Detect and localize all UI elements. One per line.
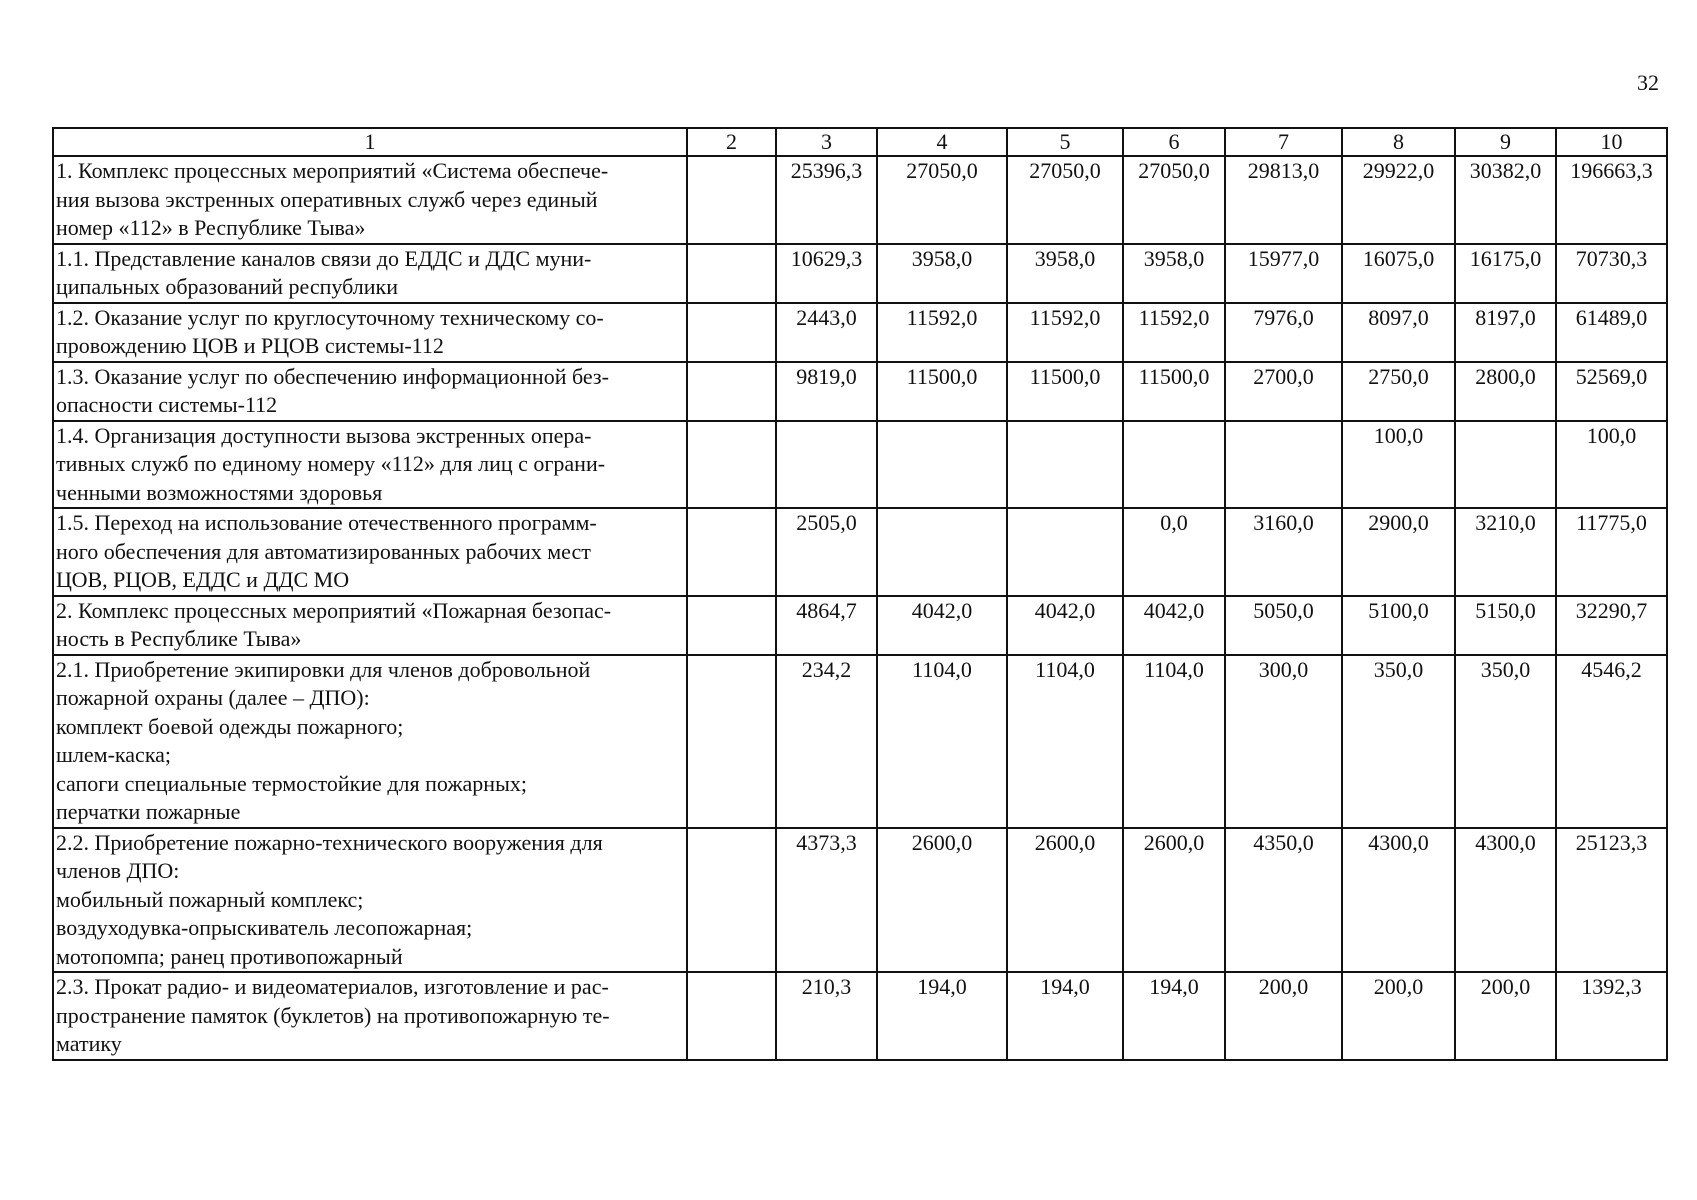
value-cell: 2700,0 — [1225, 362, 1342, 421]
row-name-line: 1.1. Представление каналов связи до ЕДДС и ДДС муни- — [56, 245, 592, 271]
value-cell: 2443,0 — [776, 303, 877, 362]
value-cell: 27050,0 — [877, 156, 1007, 244]
table-row — [53, 828, 1667, 973]
column-header: 5 — [1007, 128, 1123, 156]
value-cell: 27050,0 — [1007, 156, 1123, 244]
value-cell: 70730,3 — [1556, 244, 1667, 303]
row-name-line: комплект боевой одежды пожарного; — [56, 713, 404, 739]
column-header: 6 — [1123, 128, 1225, 156]
column-header: 1 — [53, 128, 687, 156]
value-cell: 2600,0 — [877, 828, 1007, 973]
value-cell: 196663,3 — [1556, 156, 1667, 244]
value-cell — [1007, 421, 1123, 509]
value-cell: 10629,3 — [776, 244, 877, 303]
value-cell: 2505,0 — [776, 508, 877, 596]
row-name-cell — [53, 596, 687, 655]
value-cell — [687, 303, 776, 362]
row-name-cell — [53, 508, 687, 596]
row-name-line: номер «112» в Республике Тыва» — [56, 215, 366, 240]
column-header: 4 — [877, 128, 1007, 156]
value-cell: 9819,0 — [776, 362, 877, 421]
value-cell: 11592,0 — [1007, 303, 1123, 362]
value-cell: 4300,0 — [1455, 828, 1556, 973]
value-cell — [687, 421, 776, 509]
value-cell — [1007, 508, 1123, 596]
value-cell: 200,0 — [1342, 972, 1455, 1060]
value-cell — [877, 421, 1007, 509]
value-cell: 4300,0 — [1342, 828, 1455, 973]
row-name-cell — [53, 156, 687, 244]
value-cell: 350,0 — [1455, 655, 1556, 828]
row-name-line: 1.2. Оказание услуг по круглосуточному техническому со- — [56, 304, 604, 330]
value-cell: 27050,0 — [1123, 156, 1225, 244]
value-cell — [687, 244, 776, 303]
table-row — [53, 156, 1667, 244]
table-header — [53, 128, 1667, 156]
value-cell: 61489,0 — [1556, 303, 1667, 362]
value-cell: 11775,0 — [1556, 508, 1667, 596]
row-name-line: 1. Комплекс процессных мероприятий «Система обеспече- — [56, 158, 609, 183]
value-cell: 350,0 — [1342, 655, 1455, 828]
value-cell: 8097,0 — [1342, 303, 1455, 362]
table-row — [53, 596, 1667, 655]
value-cell: 2800,0 — [1455, 362, 1556, 421]
row-name-line: матику — [56, 1031, 122, 1056]
value-cell — [687, 655, 776, 828]
value-cell: 2900,0 — [1342, 508, 1455, 596]
column-header: 2 — [687, 128, 776, 156]
value-cell: 5050,0 — [1225, 596, 1342, 655]
value-cell: 200,0 — [1455, 972, 1556, 1060]
row-name-line: ципальных образований республики — [56, 274, 398, 299]
row-name-line: опасности системы-112 — [56, 392, 278, 417]
row-name-cell — [53, 421, 687, 509]
value-cell: 16175,0 — [1455, 244, 1556, 303]
value-cell: 4373,3 — [776, 828, 877, 973]
value-cell: 2600,0 — [1007, 828, 1123, 973]
row-name-line: ность в Республике Тыва» — [56, 626, 302, 651]
row-name-cell — [53, 972, 687, 1060]
table-row — [53, 508, 1667, 596]
table-row — [53, 303, 1667, 362]
value-cell: 11500,0 — [877, 362, 1007, 421]
row-name-line: мобильный пожарный комплекс; — [56, 886, 364, 912]
value-cell: 3958,0 — [1123, 244, 1225, 303]
value-cell: 1104,0 — [877, 655, 1007, 828]
header-row — [53, 128, 1667, 156]
value-cell: 4546,2 — [1556, 655, 1667, 828]
value-cell: 30382,0 — [1455, 156, 1556, 244]
value-cell: 4350,0 — [1225, 828, 1342, 973]
value-cell — [687, 156, 776, 244]
row-name-line: пространение памяток (буклетов) на противопожарную те- — [56, 1002, 610, 1028]
value-cell: 4042,0 — [877, 596, 1007, 655]
table-body — [53, 156, 1667, 1060]
column-header: 3 — [776, 128, 877, 156]
value-cell — [1123, 421, 1225, 509]
value-cell: 3958,0 — [1007, 244, 1123, 303]
column-header: 7 — [1225, 128, 1342, 156]
row-name-line: ного обеспечения для автоматизированных рабочих мест — [56, 538, 591, 564]
value-cell: 11592,0 — [877, 303, 1007, 362]
value-cell: 4042,0 — [1007, 596, 1123, 655]
value-cell: 52569,0 — [1556, 362, 1667, 421]
table-row — [53, 421, 1667, 509]
row-name-line: 2.3. Прокат радио- и видеоматериалов, изготовление и рас- — [56, 974, 609, 999]
value-cell: 11500,0 — [1007, 362, 1123, 421]
value-cell: 16075,0 — [1342, 244, 1455, 303]
value-cell: 234,2 — [776, 655, 877, 828]
value-cell: 29922,0 — [1342, 156, 1455, 244]
value-cell: 200,0 — [1225, 972, 1342, 1060]
value-cell: 2600,0 — [1123, 828, 1225, 973]
value-cell — [1225, 421, 1342, 509]
row-name-line: ченными возможностями здоровья — [56, 479, 383, 505]
value-cell: 4042,0 — [1123, 596, 1225, 655]
row-name-line: членов ДПО: — [56, 858, 180, 883]
value-cell: 32290,7 — [1556, 596, 1667, 655]
column-header: 8 — [1342, 128, 1455, 156]
value-cell — [877, 508, 1007, 596]
table-row — [53, 655, 1667, 828]
value-cell: 11500,0 — [1123, 362, 1225, 421]
row-name-line: ЦОВ, РЦОВ, ЕДДС и ДДС МО — [56, 567, 350, 592]
row-name-line: тивных служб по единому номеру «112» для лиц с ограни- — [56, 451, 606, 476]
value-cell — [687, 972, 776, 1060]
row-name-line: 2. Комплекс процессных мероприятий «Пожарная безопас- — [56, 597, 612, 623]
value-cell: 1104,0 — [1123, 655, 1225, 828]
row-name-line: пожарной охраны (далее – ДПО): — [56, 685, 370, 710]
value-cell: 3958,0 — [877, 244, 1007, 303]
value-cell: 300,0 — [1225, 655, 1342, 828]
value-cell — [776, 421, 877, 509]
budget-table — [52, 127, 1668, 1061]
column-header: 9 — [1455, 128, 1556, 156]
row-name-cell — [53, 655, 687, 828]
row-name-line: 1.3. Оказание услуг по обеспечению информационной без- — [56, 363, 609, 389]
page-number: 32 — [1637, 70, 1659, 95]
value-cell: 29813,0 — [1225, 156, 1342, 244]
value-cell: 194,0 — [1007, 972, 1123, 1060]
row-name-cell — [53, 828, 687, 973]
value-cell: 8197,0 — [1455, 303, 1556, 362]
value-cell: 100,0 — [1556, 421, 1667, 509]
row-name-line: провождению ЦОВ и РЦОВ системы-112 — [56, 333, 444, 358]
row-name-line: мотопомпа; ранец противопожарный — [56, 943, 403, 969]
row-name-line: перчатки пожарные — [56, 799, 241, 824]
value-cell: 210,3 — [776, 972, 877, 1060]
row-name-line: воздуходувка-опрыскиватель лесопожарная; — [56, 915, 473, 940]
value-cell: 5150,0 — [1455, 596, 1556, 655]
column-header: 10 — [1556, 128, 1667, 156]
row-name-cell — [53, 362, 687, 421]
value-cell: 3160,0 — [1225, 508, 1342, 596]
row-name-line: шлем-каска; — [56, 742, 172, 767]
value-cell: 1104,0 — [1007, 655, 1123, 828]
row-name-line: 2.1. Приобретение экипировки для членов добровольной — [56, 656, 591, 682]
row-name-cell — [53, 303, 687, 362]
value-cell: 7976,0 — [1225, 303, 1342, 362]
row-name-cell — [53, 244, 687, 303]
value-cell: 0,0 — [1123, 508, 1225, 596]
value-cell: 3210,0 — [1455, 508, 1556, 596]
value-cell: 25123,3 — [1556, 828, 1667, 973]
row-name-line: 1.4. Организация доступности вызова экстренных опера- — [56, 422, 592, 448]
value-cell — [1455, 421, 1556, 509]
value-cell: 11592,0 — [1123, 303, 1225, 362]
value-cell: 5100,0 — [1342, 596, 1455, 655]
row-name-line: 1.5. Переход на использование отечественного программ- — [56, 510, 597, 535]
value-cell: 1392,3 — [1556, 972, 1667, 1060]
value-cell — [687, 596, 776, 655]
value-cell: 100,0 — [1342, 421, 1455, 509]
value-cell: 4864,7 — [776, 596, 877, 655]
value-cell: 194,0 — [1123, 972, 1225, 1060]
value-cell — [687, 508, 776, 596]
table-row — [53, 972, 1667, 1060]
value-cell: 25396,3 — [776, 156, 877, 244]
value-cell — [687, 828, 776, 973]
table-row — [53, 362, 1667, 421]
value-cell: 194,0 — [877, 972, 1007, 1060]
value-cell: 2750,0 — [1342, 362, 1455, 421]
table-row — [53, 244, 1667, 303]
value-cell: 15977,0 — [1225, 244, 1342, 303]
value-cell — [687, 362, 776, 421]
row-name-line: ния вызова экстренных оперативных служб через единый — [56, 186, 598, 212]
row-name-line: сапоги специальные термостойкие для пожарных; — [56, 770, 527, 796]
row-name-line: 2.2. Приобретение пожарно-технического вооружения для — [56, 829, 603, 855]
